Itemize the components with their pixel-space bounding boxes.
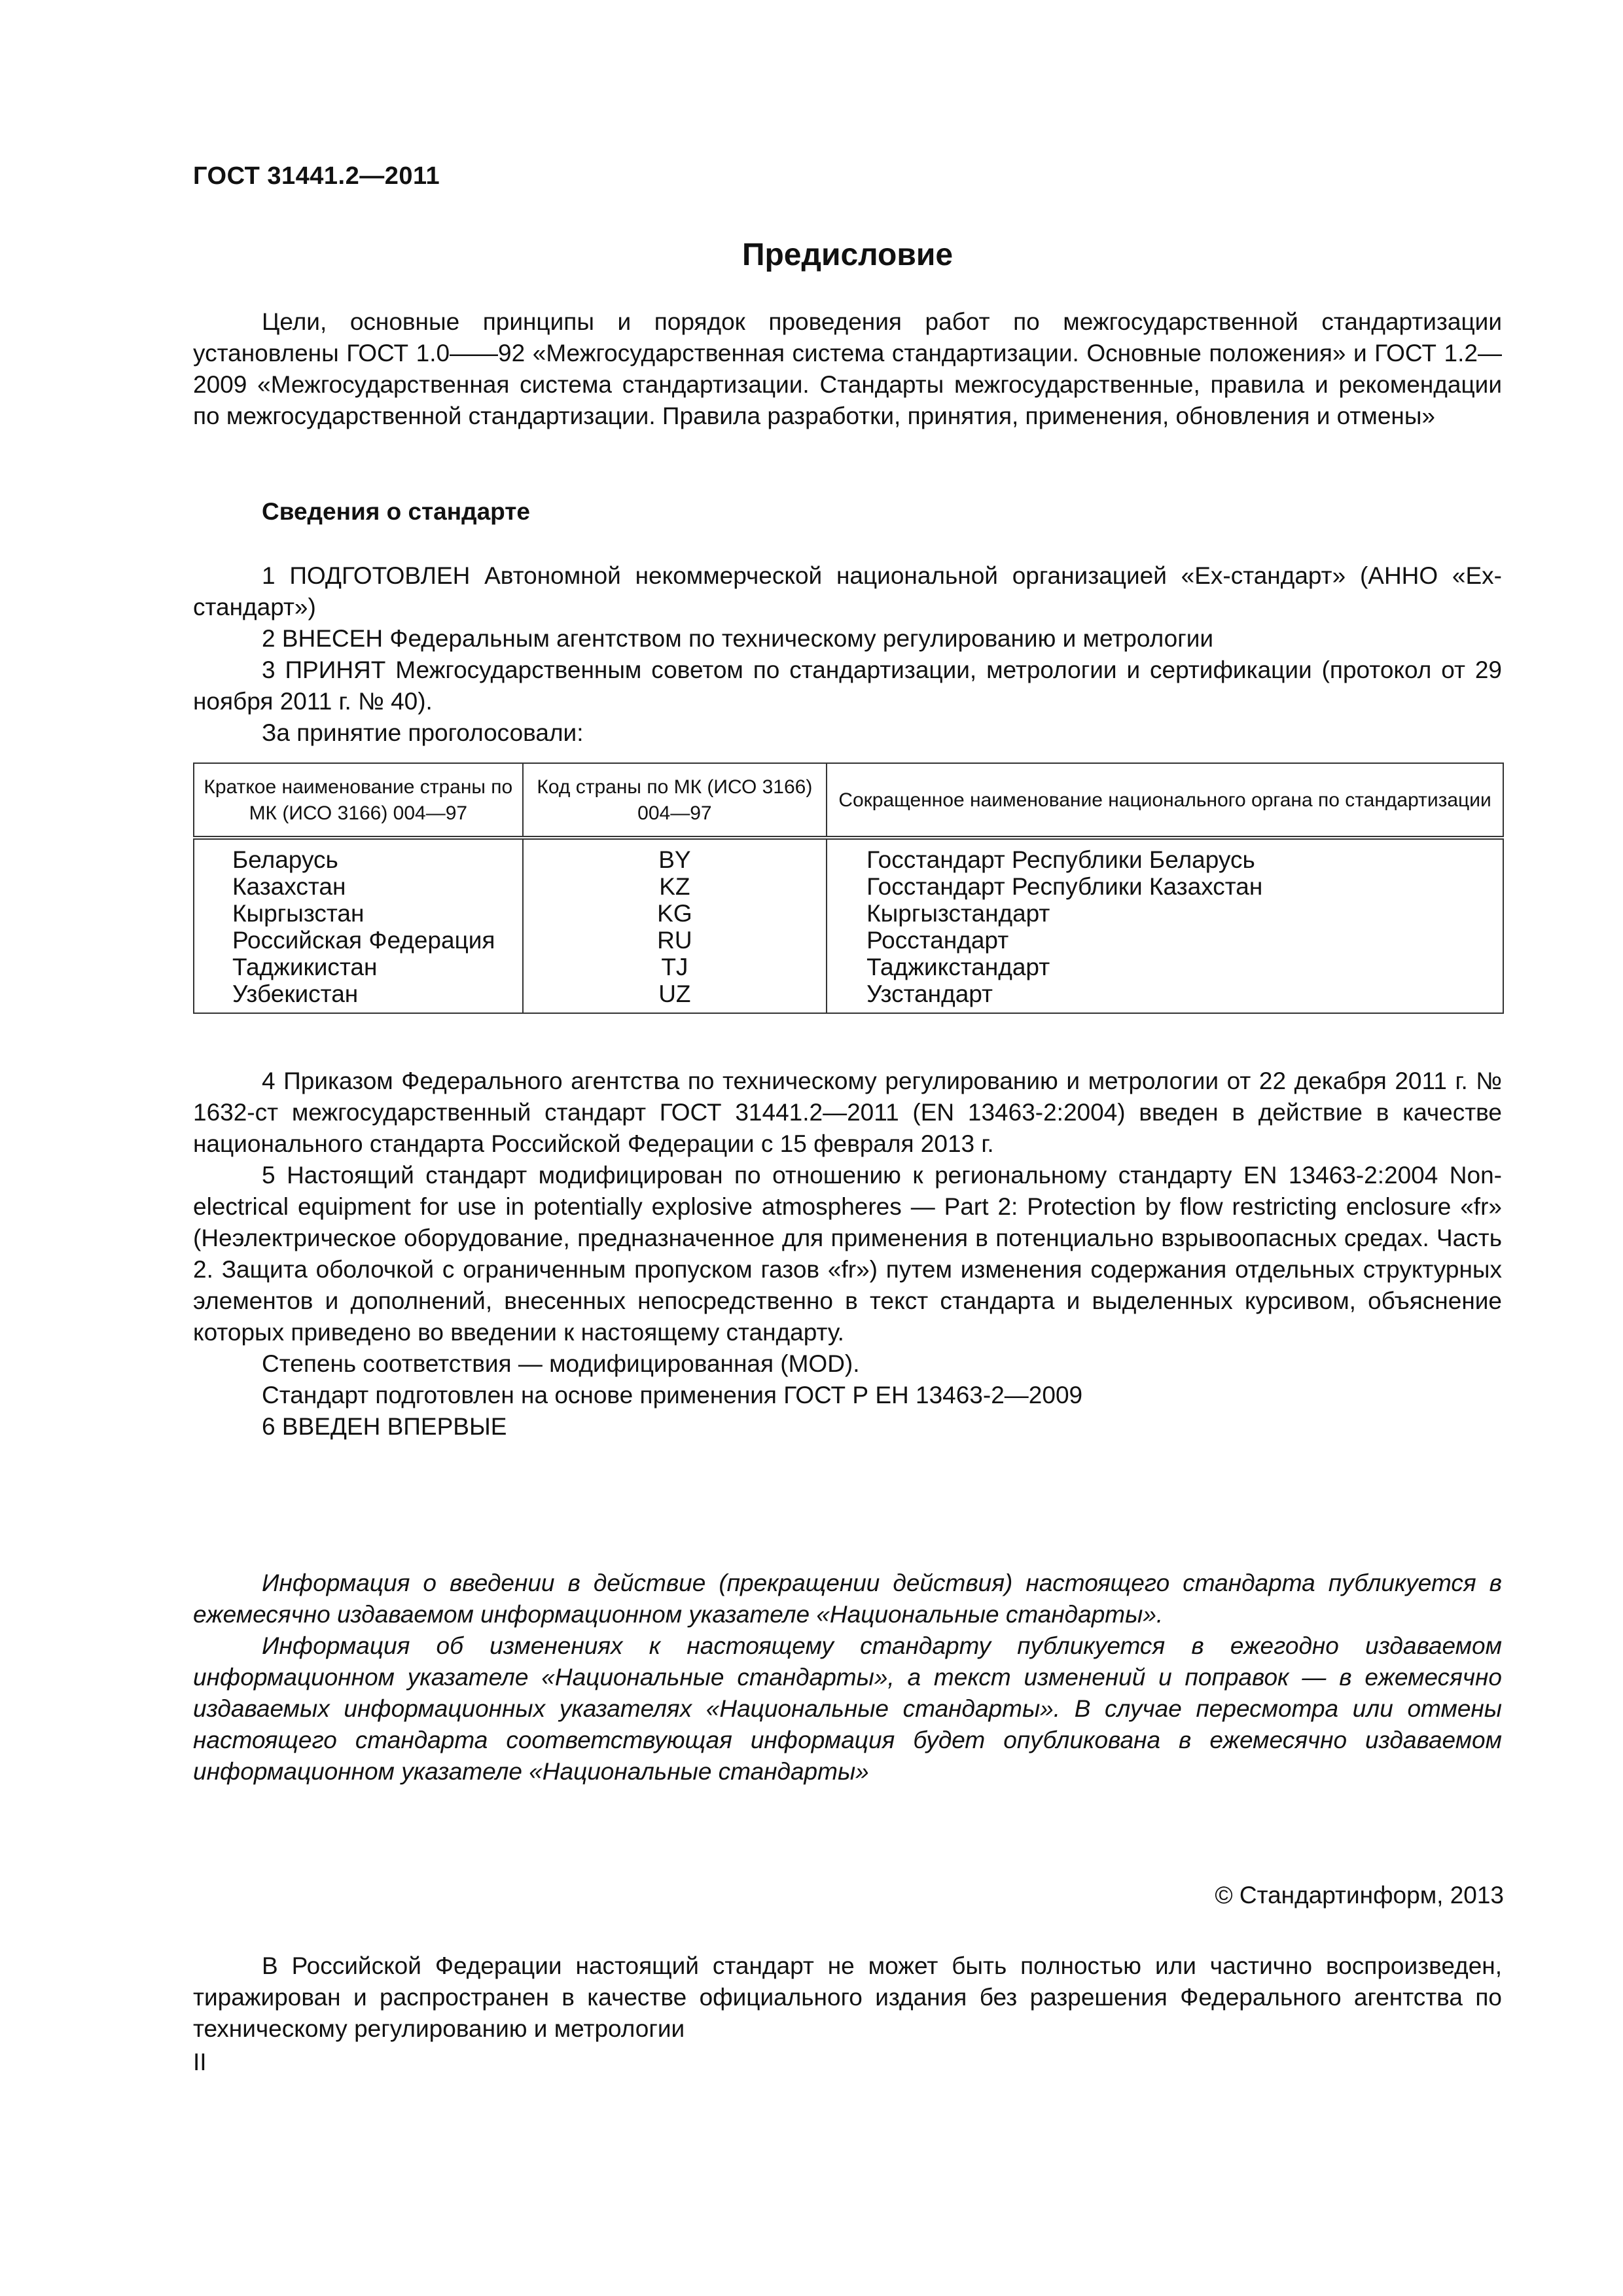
intro-section [193,306,1502,432]
column-header-body: Сокращенное наименование национального органа по стандартизации [827,763,1503,838]
table-row [194,873,1503,900]
page-number: II [193,2049,207,2075]
notice-paragraph-2: Информация об изменениях к настоящему стандарту публикуется в ежегодно издаваемом информационном указателе «Национальные стандарты», а текст изменений и поправок — в ежемесячно издаваемых информационных указателях «Национальные стандарты». В случае пересмотра или отмены настоящего стандарта соответствующая информация будет опубликована в ежемесячно издаваемом информационном указателе «Национальные стандарты» [193,1632,1502,1785]
country-code: KZ [523,873,827,900]
country-code: UZ [523,980,827,1013]
column-header-code: Код страны по МК (ИСО 3166) 004—97 [523,763,827,838]
section-heading: Сведения о стандарте [262,498,530,525]
standards-body: Узстандарт [827,980,1503,1013]
standards-body: Росстандарт [827,927,1503,954]
country-name: Таджикистан [194,954,523,980]
voted-label: За принятие проголосовали: [262,719,584,746]
table-header-row [194,763,1503,838]
publication-notice [193,1568,1502,1787]
table-row [194,900,1503,927]
standard-info-section [193,496,1502,528]
item-2-submitted: 2 ВНЕСЕН Федеральным агентством по техническому регулированию и метрологии [262,625,1214,652]
degree-of-conformity: Степень соответствия — модифицированная (MOD). [262,1350,860,1377]
item-1-prepared: 1 ПОДГОТОВЛЕН Автономной некоммерческой национальной организацией «Ех-стандарт» (АННО «Ех-стандарт») [193,562,1502,620]
country-name: Российская Федерация [194,927,523,954]
page-title: Предисловие [741,238,954,272]
standards-body: Госстандарт Республики Казахстан [827,873,1503,900]
item-6-introduced: 6 ВВЕДЕН ВПЕРВЫЕ [262,1413,507,1440]
country-code: TJ [523,954,827,980]
table-row [194,838,1503,873]
intro-paragraph: Цели, основные принципы и порядок проведения работ по межгосударственной стандартизации установлены ГОСТ 1.0——92 «Межгосударственная система стандартизации. Основные положения» и ГОСТ 1.2—2009 «Межгосударственная система стандартизации. Стандарты межгосударственные, правила и рекомендации по межгосударственной стандартизации. Правила разработки, принятия, применения, обновления и отмены» [193,308,1502,429]
basis-statement: Стандарт подготовлен на основе применения ГОСТ Р ЕН 13463-2—2009 [262,1382,1083,1408]
legal-notice [193,1950,1502,2045]
country-name: Беларусь [194,838,523,873]
standards-body: Госстандарт Республики Беларусь [827,838,1503,873]
items-list-2 [193,1066,1502,1443]
table-row [194,980,1503,1013]
country-code: BY [523,838,827,873]
notice-paragraph-1: Информация о введении в действие (прекращении действия) настоящего стандарта публикуется в ежемесячно издаваемом информационном указателе «Национальные стандарты». [193,1570,1502,1628]
item-4-order: 4 Приказом Федерального агентства по техническому регулированию и метрологии от 22 декабря 2011 г. № 1632-ст межгосударственный стандарт ГОСТ 31441.2—2011 (EN 13463-2:2004) введен в действие в качестве национального стандарта Российской Федерации с 15 февраля 2013 г. [193,1067,1502,1157]
table-row [194,954,1503,980]
legal-paragraph: В Российской Федерации настоящий стандарт не может быть полностью или частично воспроизведен, тиражирован и распространен в качестве официального издания без разрешения Федерального агентства по техническому регулированию и метрологии [193,1952,1502,2042]
voting-countries-table [193,762,1504,1014]
country-name: Кыргызстан [194,900,523,927]
column-header-country: Краткое наименование страны по МК (ИСО 3166) 004—97 [194,763,523,838]
item-5-modified: 5 Настоящий стандарт модифицирован по отношению к региональному стандарту EN 13463-2:2004 Non-electrical equipment for use in potentially explosive atmospheres — Part 2: Protection by flow restricting enclosure «fr» (Неэлектрическое оборудование, предназначенное для применения в потенциально взрывоопасных средах. Часть 2. Защита оболочкой с ограниченным пропуском газов «fr») путем изменения содержания отдельных структурных элементов и дополнений, внесенных непосредственно в текст стандарта и выделенных курсивом, объяснение которых приведено во введении к настоящему стандарту. [193,1162,1502,1346]
items-list-1 [193,560,1502,749]
country-name: Казахстан [194,873,523,900]
standard-code-header: ГОСТ 31441.2—2011 [193,162,440,190]
country-code: KG [523,900,827,927]
standards-body: Кыргызстандарт [827,900,1503,927]
copyright-line: © Стандартинформ, 2013 [1215,1882,1504,1909]
country-code: RU [523,927,827,954]
table-row [194,927,1503,954]
item-3-adopted: 3 ПРИНЯТ Межгосударственным советом по стандартизации, метрологии и сертификации (протокол от 29 ноября 2011 г. № 40). [193,656,1502,715]
country-name: Узбекистан [194,980,523,1013]
standards-body: Таджикстандарт [827,954,1503,980]
